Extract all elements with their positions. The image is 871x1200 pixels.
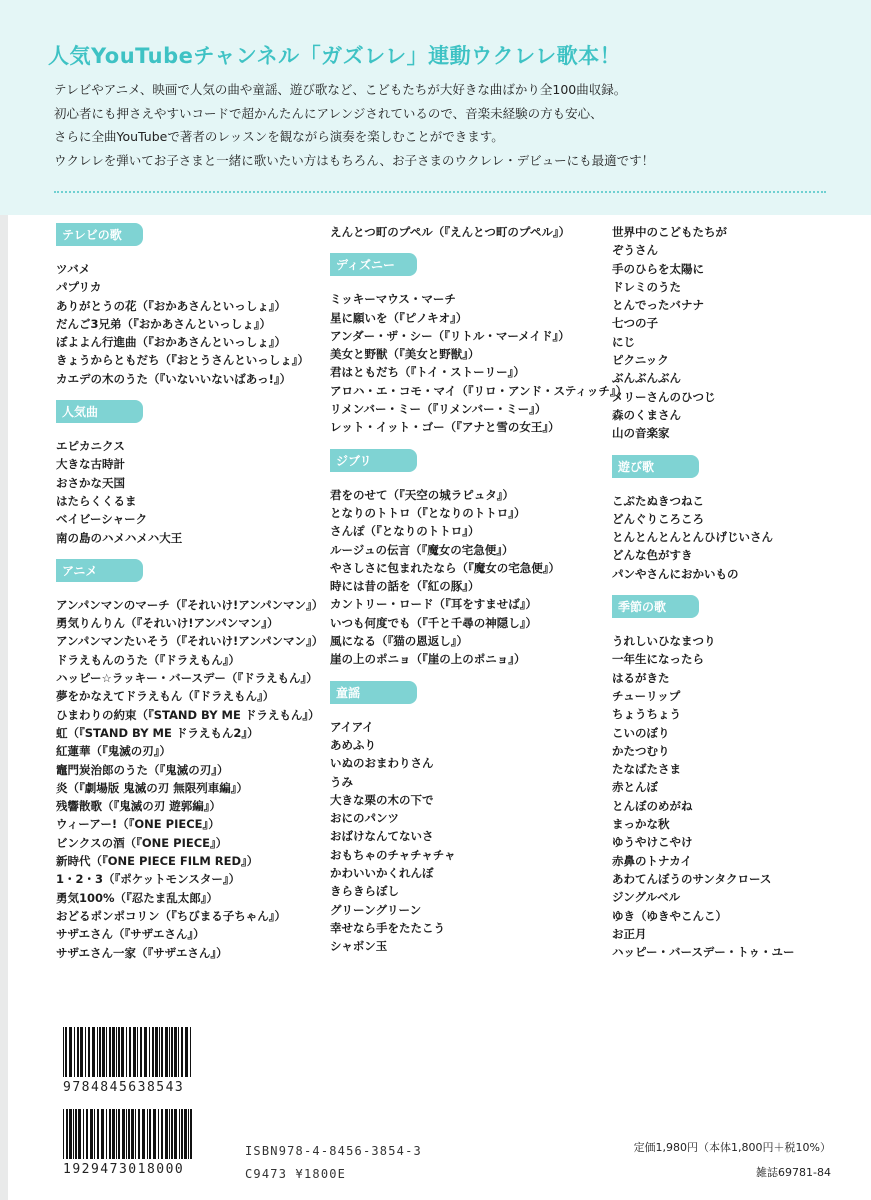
song-item: シャボン玉 bbox=[330, 939, 388, 954]
song-item: 残響散歌（『鬼滅の刃 遊郭編』） bbox=[56, 799, 222, 814]
barcode-bar bbox=[140, 1027, 142, 1077]
barcode-bar bbox=[135, 1109, 136, 1159]
barcode-bar bbox=[118, 1027, 120, 1077]
song-list bbox=[56, 437, 323, 547]
song-item: いつも何度でも（『千と千尋の神隠し』） bbox=[330, 615, 537, 630]
song-item: にじ bbox=[612, 334, 635, 349]
song-item: かたつむり bbox=[612, 743, 670, 758]
barcode-bar bbox=[169, 1109, 170, 1159]
song-item: ぼよよん行進曲（『おかあさんといっしょ』） bbox=[56, 335, 286, 350]
barcode-bar bbox=[165, 1027, 168, 1077]
song-item: だんご3兄弟（『おかあさんといっしょ』） bbox=[56, 316, 271, 331]
barcode-bar bbox=[159, 1027, 160, 1077]
song-item: 南の島のハメハメハ大王 bbox=[56, 530, 183, 545]
song-item: こぶたぬきつねこ bbox=[612, 493, 704, 508]
barcode-number-top: 9784845638543 bbox=[63, 1080, 185, 1095]
barcode-bar bbox=[112, 1027, 115, 1077]
song-item: どんぐりころころ bbox=[612, 511, 704, 526]
headline: 人気YouTubeチャンネル「ガズレレ」連動ウクレレ歌本！ bbox=[48, 44, 622, 68]
song-item: えんとつ町のプペル（『えんとつ町のプペル』） bbox=[330, 225, 571, 239]
barcode-bar bbox=[174, 1027, 177, 1077]
song-item: やさしさに包まれたなら（『魔女の宅急便』） bbox=[330, 560, 560, 575]
barcode-bar bbox=[158, 1109, 159, 1159]
magazine-code: 雑誌69781-84 bbox=[756, 1166, 831, 1179]
barcode-bar bbox=[63, 1109, 64, 1159]
barcode-bar bbox=[126, 1027, 127, 1077]
category-label: 遊び歌 bbox=[612, 455, 699, 478]
song-item: グリーングリーン bbox=[330, 902, 422, 917]
song-item: 勇気100%（『忍たま乱太郎』） bbox=[56, 890, 219, 905]
song-item: カントリー・ロード（『耳をすませば』） bbox=[330, 597, 537, 612]
barcode-bar bbox=[74, 1027, 75, 1077]
barcode-bar bbox=[109, 1027, 111, 1077]
song-item: 君はともだち（『トイ・ストーリー』） bbox=[330, 365, 525, 380]
song-item: エピカニクス bbox=[56, 439, 125, 454]
barcode-bar bbox=[109, 1109, 111, 1159]
barcode-bar bbox=[171, 1109, 173, 1159]
song-item: 山の音楽家 bbox=[612, 426, 670, 441]
song-column-3 bbox=[612, 223, 794, 973]
song-item: 新時代（『ONE PIECE FILM RED』） bbox=[56, 854, 259, 869]
category-label: テレビの歌 bbox=[56, 223, 143, 246]
song-item: うみ bbox=[330, 774, 353, 789]
barcode-bar bbox=[174, 1109, 177, 1159]
barcode-bar bbox=[88, 1027, 90, 1077]
song-item: 幸せなら手をたたこう bbox=[330, 920, 445, 935]
song-column-1 bbox=[56, 223, 323, 974]
song-list bbox=[612, 632, 794, 961]
song-item: アイアイ bbox=[330, 719, 374, 734]
barcode-block bbox=[63, 1027, 194, 1177]
barcode-bar bbox=[92, 1027, 95, 1077]
song-list bbox=[612, 223, 794, 443]
song-item: 七つの子 bbox=[612, 316, 658, 331]
song-item: はるがきた bbox=[612, 670, 670, 685]
song-item: リメンバー・ミー（『リメンバー・ミー』） bbox=[330, 402, 547, 417]
barcode-bar bbox=[112, 1109, 115, 1159]
category-label: ジブリ bbox=[330, 449, 417, 472]
song-column-2 bbox=[330, 223, 627, 968]
song-item: ミッキーマウス・マーチ bbox=[330, 292, 456, 307]
barcode-bar bbox=[147, 1109, 148, 1159]
song-item: パプリカ bbox=[56, 280, 102, 295]
song-item: きらきらぼし bbox=[330, 884, 399, 899]
song-item: 風になる（『猫の恩返し』） bbox=[330, 634, 468, 649]
barcode-bar bbox=[133, 1027, 136, 1077]
song-item: サザエさん（『サザエさん』） bbox=[56, 927, 205, 942]
barcode-bar bbox=[97, 1109, 99, 1159]
barcode-bar bbox=[75, 1109, 77, 1159]
price-text: 定価1,980円（本体1,800円＋税10%） bbox=[633, 1141, 831, 1154]
song-item: ウィーアー!（『ONE PIECE』） bbox=[56, 817, 220, 832]
song-item: お正月 bbox=[612, 926, 647, 941]
song-item: ピクニック bbox=[612, 353, 669, 368]
barcode-bar bbox=[169, 1027, 170, 1077]
song-item: カエデの木のうた（『いないいないばあっ!』） bbox=[56, 371, 292, 386]
isbn-block bbox=[245, 1140, 422, 1186]
intro-line: 初心者にも押さえやすいコードで超かんたんにアレンジされているので、音楽未経験の方も安心、 bbox=[54, 105, 603, 121]
song-item: こいのぼり bbox=[612, 725, 670, 740]
barcode-bar bbox=[73, 1109, 74, 1159]
song-item: 一年生になったら bbox=[612, 652, 704, 667]
song-list bbox=[330, 290, 627, 436]
song-item: 赤鼻のトナカイ bbox=[612, 853, 692, 868]
song-item: レット・イット・ゴー（『アナと雪の女王』） bbox=[330, 420, 560, 435]
song-item: 竈門炭治郎のうた（『鬼滅の刃』） bbox=[56, 762, 229, 777]
barcode-bar bbox=[97, 1027, 98, 1077]
dotted-divider bbox=[54, 191, 826, 193]
barcode-bar bbox=[101, 1109, 104, 1159]
song-item: サザエさん一家（『サザエさん』） bbox=[56, 945, 228, 960]
intro-line: テレビやアニメ、映画で人気の曲や童謡、遊び歌など、こどもたちが大好きな曲ばかり全100曲収録。 bbox=[54, 82, 627, 97]
song-item: いぬのおまわりさん bbox=[330, 756, 434, 771]
song-item: あめふり bbox=[330, 737, 376, 752]
song-item: おにのパンツ bbox=[330, 811, 399, 826]
song-item: おさかな天国 bbox=[56, 475, 125, 490]
song-item: ドレミのうた bbox=[612, 279, 681, 294]
barcode-bar bbox=[77, 1027, 79, 1077]
song-item: 赤とんぼ bbox=[612, 780, 658, 795]
song-item: 勇気りんりん（『それいけ!アンパンマン』） bbox=[56, 616, 279, 631]
barcode-bar bbox=[85, 1027, 86, 1077]
category-label: ディズニー bbox=[330, 253, 417, 276]
barcode-bar bbox=[161, 1109, 163, 1159]
song-item: 夢をかなえてドラえもん（『ドラえもん』） bbox=[56, 689, 275, 704]
barcode-bar bbox=[152, 1027, 154, 1077]
song-item: ツバメ bbox=[56, 262, 91, 276]
barcode-bar bbox=[142, 1109, 145, 1159]
barcode-bar bbox=[155, 1027, 158, 1077]
song-item: 森のくまさん bbox=[612, 407, 681, 422]
barcode-bar bbox=[116, 1027, 117, 1077]
barcode-bar bbox=[161, 1027, 163, 1077]
category-label: 人気曲 bbox=[56, 400, 143, 423]
song-item: はたらくくるま bbox=[56, 493, 137, 508]
song-item: ちょうちょう bbox=[612, 707, 681, 722]
song-item: 崖の上のポニョ（『崖の上のポニョ』） bbox=[330, 652, 526, 667]
song-item: ぞうさん bbox=[612, 243, 658, 258]
barcode-bar bbox=[86, 1109, 88, 1159]
category-label: 季節の歌 bbox=[612, 595, 699, 618]
barcode-bar bbox=[165, 1109, 168, 1159]
song-item: 美女と野獣（『美女と野獣』） bbox=[330, 347, 480, 362]
song-item: メリーさんのひつじ bbox=[612, 389, 716, 404]
song-item: 炎（『劇場版 鬼滅の刃 無限列車編』） bbox=[56, 780, 249, 795]
barcode-bar bbox=[179, 1109, 180, 1159]
song-item: どんな色がすき bbox=[612, 548, 693, 563]
song-item: ハッピー・バースデー・トゥ・ユー bbox=[612, 945, 795, 960]
song-item: ゆき（ゆきやこんこ） bbox=[612, 908, 727, 923]
barcode-bar bbox=[171, 1027, 173, 1077]
song-item: 星に願いを（『ピノキオ』） bbox=[330, 310, 468, 325]
song-item: かわいいかくれんぼ bbox=[330, 866, 434, 881]
barcode-bar bbox=[126, 1109, 127, 1159]
barcode-bar bbox=[69, 1109, 72, 1159]
song-item: ひまわりの約束（『STAND BY ME ドラえもん』） bbox=[56, 707, 320, 722]
barcode-bar bbox=[190, 1027, 191, 1077]
song-item: 大きな古時計 bbox=[56, 457, 125, 472]
song-item: ベイビーシャーク bbox=[56, 512, 148, 527]
barcode-bottom bbox=[63, 1109, 194, 1159]
song-item: 大きな栗の木の下で bbox=[330, 792, 434, 807]
barcode-bar bbox=[102, 1027, 105, 1077]
song-item: 世界中のこどもたちが bbox=[612, 225, 727, 239]
song-item: 紅蓮華（『鬼滅の刃』） bbox=[56, 744, 171, 759]
song-item: 1・2・3（『ポケットモンスター』） bbox=[56, 872, 241, 887]
song-item: おどるポンポコリン（『ちびまる子ちゃん』） bbox=[56, 908, 286, 923]
barcode-bar bbox=[78, 1109, 81, 1159]
price-block bbox=[634, 1135, 831, 1185]
barcode-bar bbox=[122, 1109, 125, 1159]
barcode-bar bbox=[65, 1027, 67, 1077]
barcode-bar bbox=[138, 1109, 140, 1159]
barcode-bar bbox=[185, 1027, 188, 1077]
song-item: とんとんとんとんひげじいさん bbox=[612, 530, 773, 545]
song-item: まっかな秋 bbox=[612, 817, 670, 832]
song-item: 時には昔の話を（『紅の豚』） bbox=[330, 579, 480, 594]
song-item: おばけなんてないさ bbox=[330, 829, 434, 844]
barcode-bar bbox=[181, 1027, 183, 1077]
barcode-bar bbox=[190, 1109, 192, 1159]
barcode-bar bbox=[181, 1109, 183, 1159]
category-label: 童謡 bbox=[330, 681, 417, 704]
barcode-bar bbox=[184, 1109, 187, 1159]
barcode-bar bbox=[69, 1027, 72, 1077]
barcode-bar bbox=[118, 1109, 120, 1159]
barcode-bar bbox=[144, 1027, 147, 1077]
song-item: ルージュの伝言（『魔女の宅急便』） bbox=[330, 542, 514, 557]
barcode-bar bbox=[153, 1109, 156, 1159]
song-item: 君をのせて（『天空の城ラピュタ』） bbox=[330, 487, 514, 502]
barcode-bar bbox=[178, 1027, 179, 1077]
barcode-bar bbox=[90, 1109, 93, 1159]
song-item: ハッピー☆ラッキー・バースデー（『ドラえもん』） bbox=[56, 671, 318, 686]
barcode-bar bbox=[99, 1027, 101, 1077]
song-item: 手のひらを太陽に bbox=[612, 261, 704, 276]
song-item: とんぼのめがね bbox=[612, 798, 693, 813]
barcode-number-bottom: 1929473018000 bbox=[63, 1162, 185, 1177]
barcode-bar bbox=[94, 1109, 95, 1159]
isbn-number: ISBN978-4-8456-3854-3 bbox=[245, 1144, 422, 1158]
intro-line: さらに全曲YouTubeで著者のレッスンを観ながら演奏を楽しむことができます。 bbox=[54, 129, 504, 144]
song-item: とんでったバナナ bbox=[612, 298, 704, 313]
barcode-bar bbox=[129, 1027, 131, 1077]
song-item: きょうからともだち（『おとうさんといっしょ』） bbox=[56, 353, 309, 368]
barcode-bar bbox=[80, 1027, 83, 1077]
song-item: ドラえもんのうた（『ドラえもん』） bbox=[56, 652, 240, 667]
song-item: パンやさんにおかいもの bbox=[612, 566, 739, 581]
barcode-bar bbox=[63, 1027, 64, 1077]
song-item: ありがとうの花（『おかあさんといっしょ』） bbox=[56, 298, 286, 313]
song-item: アンダー・ザ・シー（『リトル・マーメイド』） bbox=[330, 328, 570, 343]
barcode-bar bbox=[149, 1027, 150, 1077]
barcode-bar bbox=[66, 1109, 68, 1159]
song-item: アロハ・エ・コモ・マイ（『リロ・アンド・スティッチ』） bbox=[330, 383, 628, 398]
song-item: ぶんぶんぶん bbox=[612, 371, 681, 386]
barcode-bar bbox=[106, 1109, 107, 1159]
song-list bbox=[56, 260, 323, 388]
barcode-bar bbox=[121, 1027, 124, 1077]
barcode-bar bbox=[116, 1109, 117, 1159]
song-item: アンパンマンのマーチ（『それいけ!アンパンマン』） bbox=[56, 597, 324, 612]
barcode-top bbox=[63, 1027, 194, 1077]
song-item: ゆうやけこやけ bbox=[612, 835, 693, 850]
barcode-bar bbox=[188, 1109, 189, 1159]
song-item: ビンクスの酒（『ONE PIECE』） bbox=[56, 835, 228, 850]
song-item: あわてんぼうのサンタクロース bbox=[612, 871, 772, 886]
song-item: おもちゃのチャチャチャ bbox=[330, 847, 456, 862]
barcode-bar bbox=[149, 1109, 151, 1159]
song-item: アンパンマンたいそう（『それいけ!アンパンマン』） bbox=[56, 634, 324, 649]
barcode-bar bbox=[137, 1027, 138, 1077]
song-item: さんぽ（『となりのトトロ』） bbox=[330, 524, 480, 539]
c-code: C9473 ¥1800E bbox=[245, 1167, 347, 1181]
intro-line: ウクレレを弾いてお子さまと一緒に歌いたい方はもちろん、お子さまのウクレレ・デビューにも最適です！ bbox=[54, 152, 655, 168]
song-item: たなばたさま bbox=[612, 762, 681, 777]
song-list bbox=[56, 596, 323, 962]
barcode-bar bbox=[83, 1109, 84, 1159]
song-item: となりのトトロ（『となりのトトロ』） bbox=[330, 505, 526, 520]
barcode-bar bbox=[106, 1027, 107, 1077]
song-item: 虹（『STAND BY ME ドラえもん2』） bbox=[56, 725, 259, 740]
song-item: チューリップ bbox=[612, 688, 681, 703]
barcode-bar bbox=[128, 1109, 130, 1159]
song-list bbox=[330, 486, 627, 669]
song-list bbox=[330, 223, 627, 241]
song-item: うれしいひなまつり bbox=[612, 634, 716, 649]
song-item: ジングルベル bbox=[612, 890, 681, 905]
song-list bbox=[330, 718, 627, 956]
intro-text bbox=[54, 78, 834, 172]
song-list bbox=[612, 492, 794, 583]
barcode-bar bbox=[131, 1109, 134, 1159]
category-label: アニメ bbox=[56, 559, 143, 582]
